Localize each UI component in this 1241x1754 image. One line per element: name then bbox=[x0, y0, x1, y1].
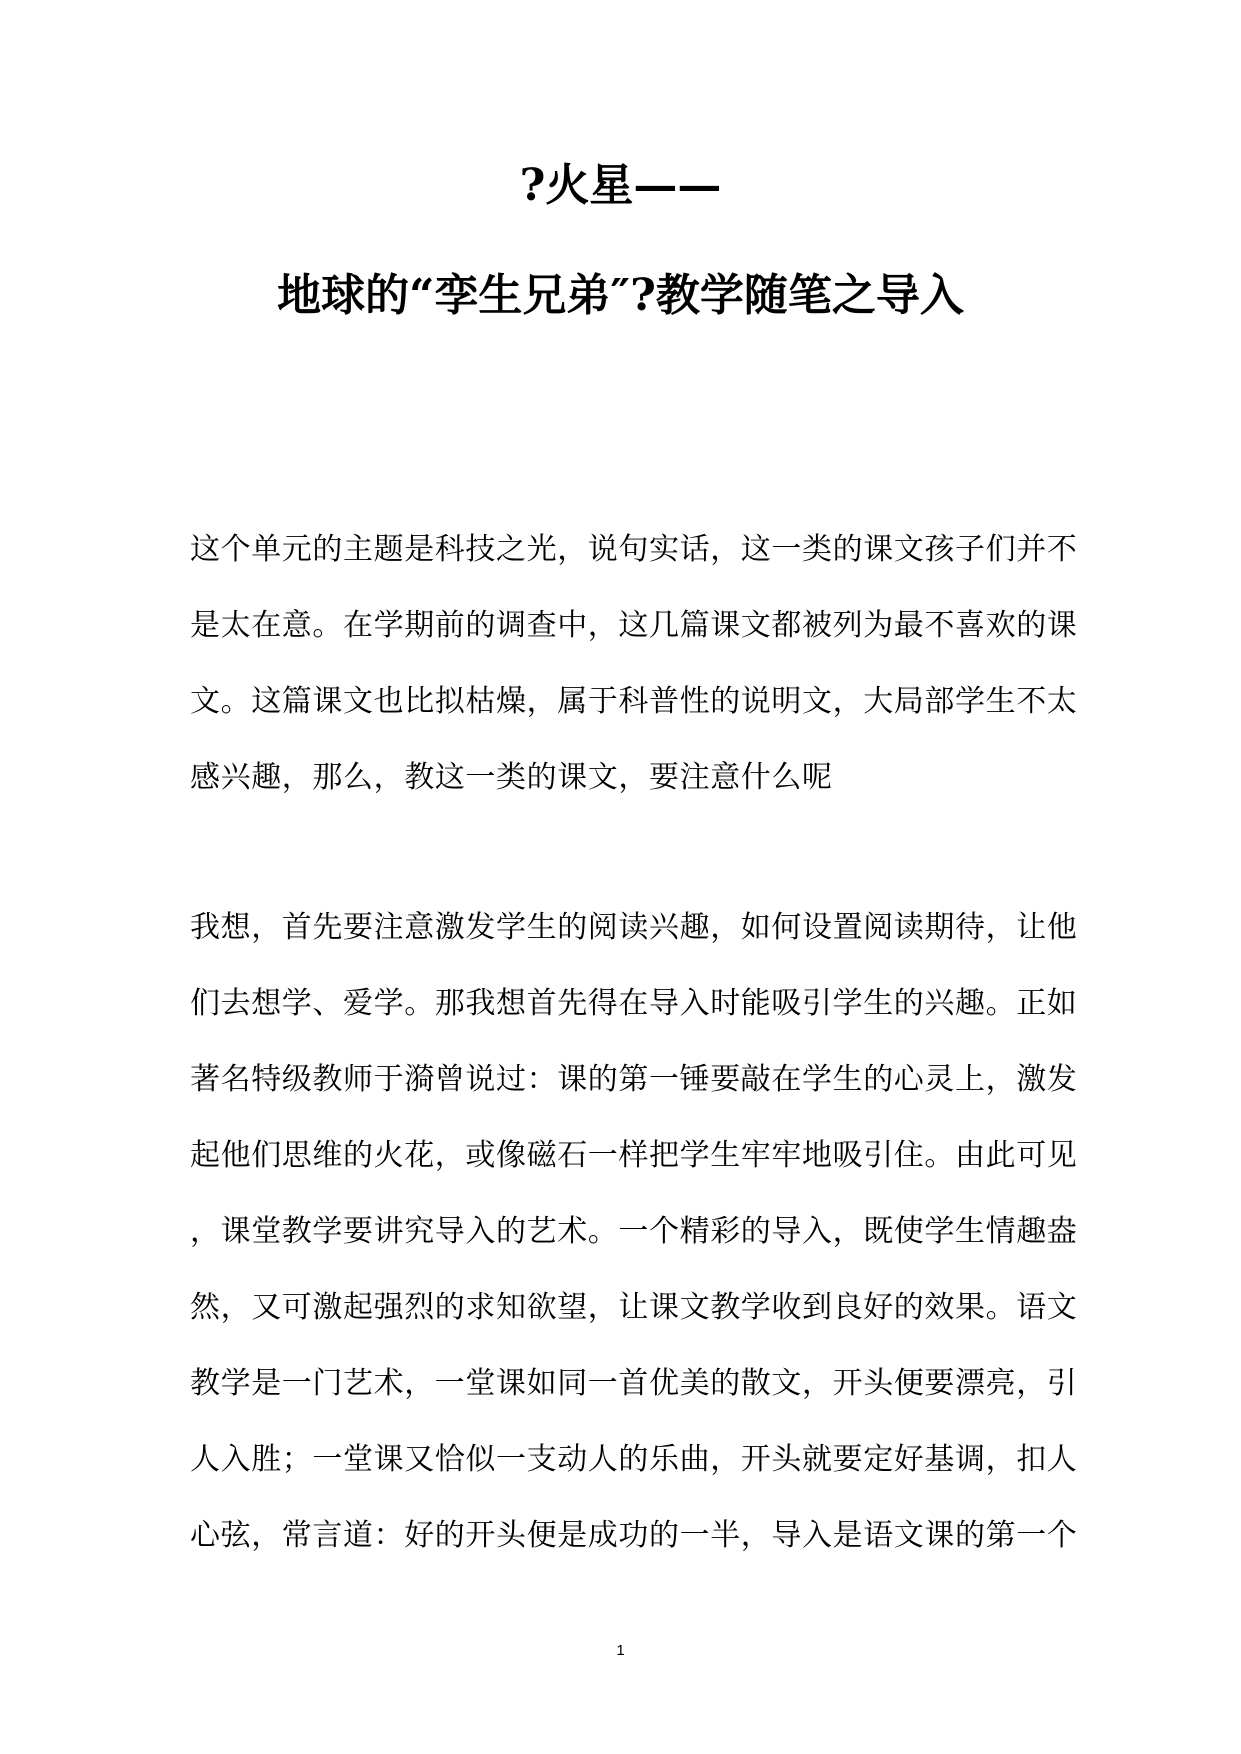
paragraph-line: 是太在意。在学期前的调查中，这几篇课文都被列为最不喜欢的课 bbox=[190, 608, 1078, 643]
paragraph-line: ，课堂教学要讲究导入的艺术。一个精彩的导入，既使学生情趣盎 bbox=[190, 1214, 1078, 1249]
paragraph-line: 人入胜；一堂课又恰似一支动人的乐曲，开头就要定好基调，扣人 bbox=[190, 1442, 1078, 1477]
paragraph-line: 心弦，常言道：好的开头便是成功的一半，导入是语文课的第一个 bbox=[190, 1518, 1078, 1553]
paragraph-line: 感兴趣，那么，教这一类的课文，要注意什么呢 bbox=[190, 760, 833, 795]
title-line-2: 地球的“孪生兄弟″?教学随笔之导入 bbox=[277, 270, 964, 321]
paragraph-line: 起他们思维的火花，或像磁石一样把学生牢牢地吸引住。由此可见 bbox=[190, 1138, 1078, 1173]
paragraph-line: 们去想学、爱学。那我想首先得在导入时能吸引学生的兴趣。正如 bbox=[190, 986, 1078, 1021]
paragraph-line: 文。这篇课文也比拟枯燥，属于科普性的说明文，大局部学生不太 bbox=[190, 684, 1078, 719]
page-number: 1 bbox=[616, 1642, 625, 1659]
title-line-1: ?火星—— bbox=[519, 160, 722, 211]
paragraph-line: 著名特级教师于漪曾说过：课的第一锤要敲在学生的心灵上，激发 bbox=[190, 1062, 1078, 1097]
paragraph-line: 教学是一门艺术，一堂课如同一首优美的散文，开头便要漂亮，引 bbox=[190, 1366, 1078, 1401]
paragraph-2 bbox=[190, 898, 1078, 1582]
paragraph-line: 我想，首先要注意激发学生的阅读兴趣，如何设置阅读期待，让他 bbox=[190, 910, 1078, 945]
paragraph-1 bbox=[190, 520, 1078, 824]
paragraph-line: 这个单元的主题是科技之光，说句实话，这一类的课文孩子们并不 bbox=[190, 532, 1078, 567]
paragraph-line: 然，又可激起强烈的求知欲望，让课文教学收到良好的效果。语文 bbox=[190, 1290, 1078, 1325]
